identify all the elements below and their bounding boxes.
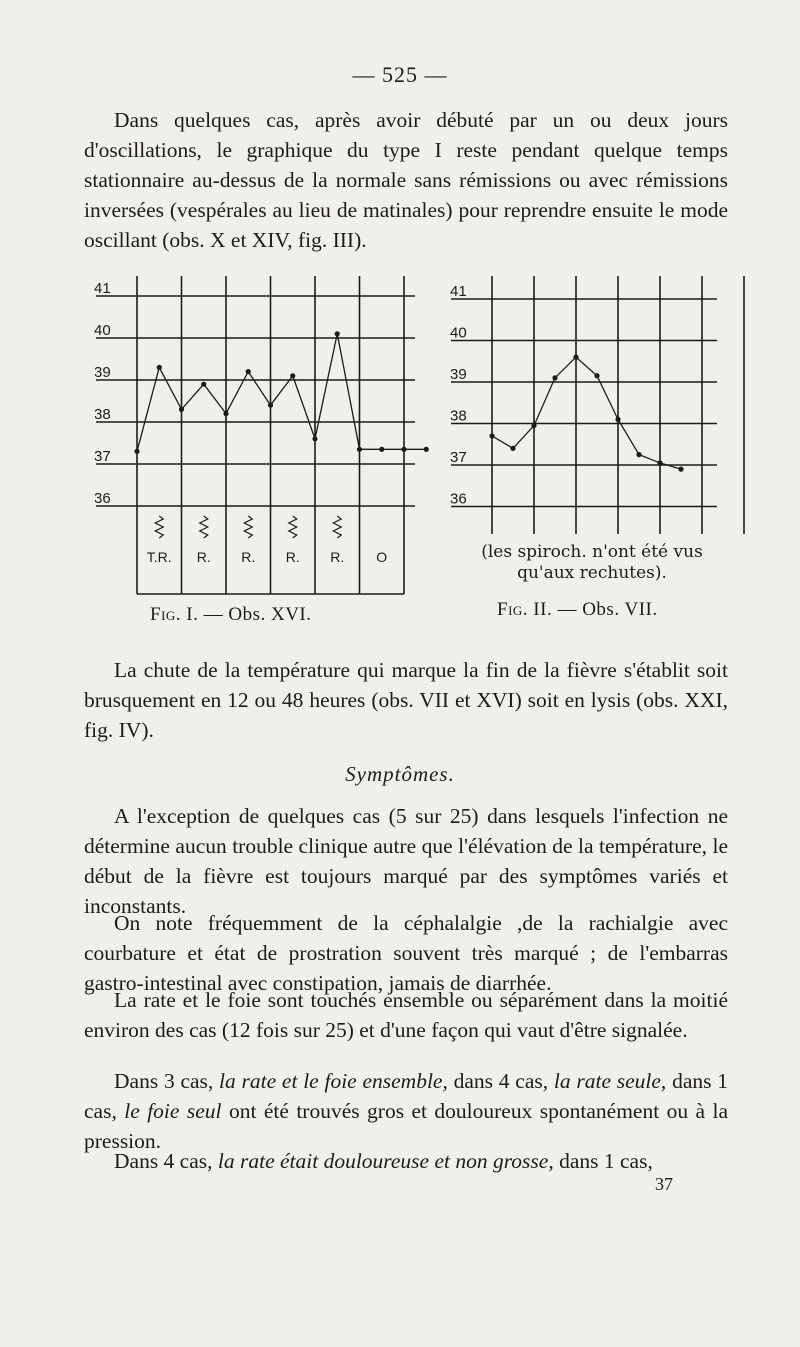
paragraph-symptoms-list: On note fréquemment de la céphalalgie ,de la rachialgie avec courbature et état de prostration souvent très marqué ; de l'embarras gastro-intestinal avec constipation, jamais de diarrhée. xyxy=(84,911,728,995)
y-tick-label-38: 38 xyxy=(450,407,467,425)
paragraph-symptoms-start: A l'exception de quelques cas (5 sur 25) dans lesquels l'infection ne détermine aucun trouble clinique autre que l'élévation de la température, le début de la fièvre est toujours marqué par des symptômes variés et inconstants. xyxy=(84,804,728,918)
figure-1-temperature-chart xyxy=(90,272,410,602)
data-point xyxy=(401,447,406,452)
paragraph-spleen-painful xyxy=(84,1146,728,1176)
p6-italic-b: la rate et le foie ensemble, xyxy=(219,1069,448,1093)
figure-2-caption-fig: Fig. xyxy=(497,599,529,620)
figure-2-caption xyxy=(497,599,658,621)
y-tick-label-40: 40 xyxy=(450,324,467,342)
data-point xyxy=(657,460,662,465)
relapse-marker xyxy=(244,516,252,538)
data-point xyxy=(246,369,251,374)
data-point xyxy=(357,447,362,452)
relapse-marker xyxy=(289,516,297,538)
y-tick-label-36: 36 xyxy=(94,490,111,507)
data-point xyxy=(594,373,599,378)
paragraph-spleen-liver: La rate et le foie sont touchés ensemble ou séparément dans la moitié environ des cas (12 fois sur 25) et d'une façon qui vaut d'être signalée. xyxy=(84,988,728,1042)
data-point xyxy=(157,365,162,370)
relapse-marker xyxy=(155,516,163,538)
paragraph-cases-count xyxy=(84,1066,728,1156)
period-label: R. xyxy=(241,549,256,565)
signature-number: 37 xyxy=(655,1174,673,1194)
data-point xyxy=(335,331,340,336)
y-tick-label-41: 41 xyxy=(94,280,111,297)
figure-2-caption-rest: II. — Obs. VII. xyxy=(528,599,658,620)
series-line xyxy=(137,334,426,452)
data-point xyxy=(201,382,206,387)
page-number: — 525 — xyxy=(352,62,448,87)
paragraph-intro: Dans quelques cas, après avoir débuté par un ou deux jours d'oscillations, le graphique du type I reste pendant quelque temps stationnaire au-dessus de la normale sans rémissions ou avec rémissions inversées (vespérales au lieu de matinales) pour reprendre ensuite le mode oscillant (obs. X et XIV, fig. III). xyxy=(84,108,728,252)
p6-italic-d: la rate seule, xyxy=(553,1069,667,1093)
data-point xyxy=(552,375,557,380)
data-point xyxy=(636,452,641,457)
y-tick-label-39: 39 xyxy=(94,364,111,381)
p6-text-g: ont été trouvés gros et douloureux spontanément ou à la pression. xyxy=(84,1099,729,1153)
y-tick-label-37: 37 xyxy=(450,449,467,466)
period-label: T.R. xyxy=(146,549,172,565)
data-point xyxy=(573,355,578,360)
section-title-symptomes: Symptômes. xyxy=(345,762,455,786)
y-tick-label-40: 40 xyxy=(94,322,111,339)
data-point xyxy=(424,447,429,452)
data-point xyxy=(489,433,494,438)
p6-italic-f: le foie seul xyxy=(124,1099,222,1123)
period-label: R. xyxy=(330,549,345,565)
figure-2-note: (les spiroch. n'ont été vus qu'aux rechutes). xyxy=(481,542,703,583)
figure-1-caption xyxy=(150,604,312,626)
p6-text-a: Dans 3 cas, xyxy=(114,1069,220,1093)
data-point xyxy=(615,417,620,422)
data-point xyxy=(531,423,536,428)
data-point xyxy=(268,403,273,408)
relapse-marker xyxy=(200,516,208,538)
series-line xyxy=(492,357,681,469)
figure-2-temperature-chart xyxy=(445,272,745,542)
y-tick-label-39: 39 xyxy=(450,366,467,383)
data-point xyxy=(678,467,683,472)
figure-1-caption-rest: I. — Obs. XVI. xyxy=(181,604,312,625)
data-point xyxy=(179,407,184,412)
p6-text-c: dans 4 cas, xyxy=(447,1069,554,1093)
p7-text-a: Dans 4 cas, xyxy=(114,1149,218,1173)
data-point xyxy=(510,446,515,451)
data-point xyxy=(379,447,384,452)
figure-1-caption-fig: Fig. xyxy=(150,604,182,625)
period-label: R. xyxy=(196,549,211,565)
y-tick-label-36: 36 xyxy=(450,490,467,508)
paragraph-fever-end: La chute de la température qui marque la fin de la fièvre s'établit soit brusquement en 12 ou 48 heures (obs. VII et XVI) soit en lysis (obs. XXI, fig. IV). xyxy=(84,658,728,742)
p7-italic-b: la rate était douloureuse et non grosse, xyxy=(217,1149,554,1173)
y-tick-label-37: 37 xyxy=(94,448,111,465)
p6-text-e: dans 1 cas, xyxy=(84,1069,728,1123)
p7-text-c: dans 1 cas, xyxy=(553,1149,653,1173)
data-point xyxy=(290,373,295,378)
y-tick-label-38: 38 xyxy=(94,406,111,423)
data-point xyxy=(223,411,228,416)
period-label: O xyxy=(376,549,388,565)
relapse-marker xyxy=(333,516,341,538)
y-tick-label-41: 41 xyxy=(450,283,467,300)
data-point xyxy=(312,436,317,441)
data-point xyxy=(134,449,139,454)
period-label: R. xyxy=(285,549,300,565)
